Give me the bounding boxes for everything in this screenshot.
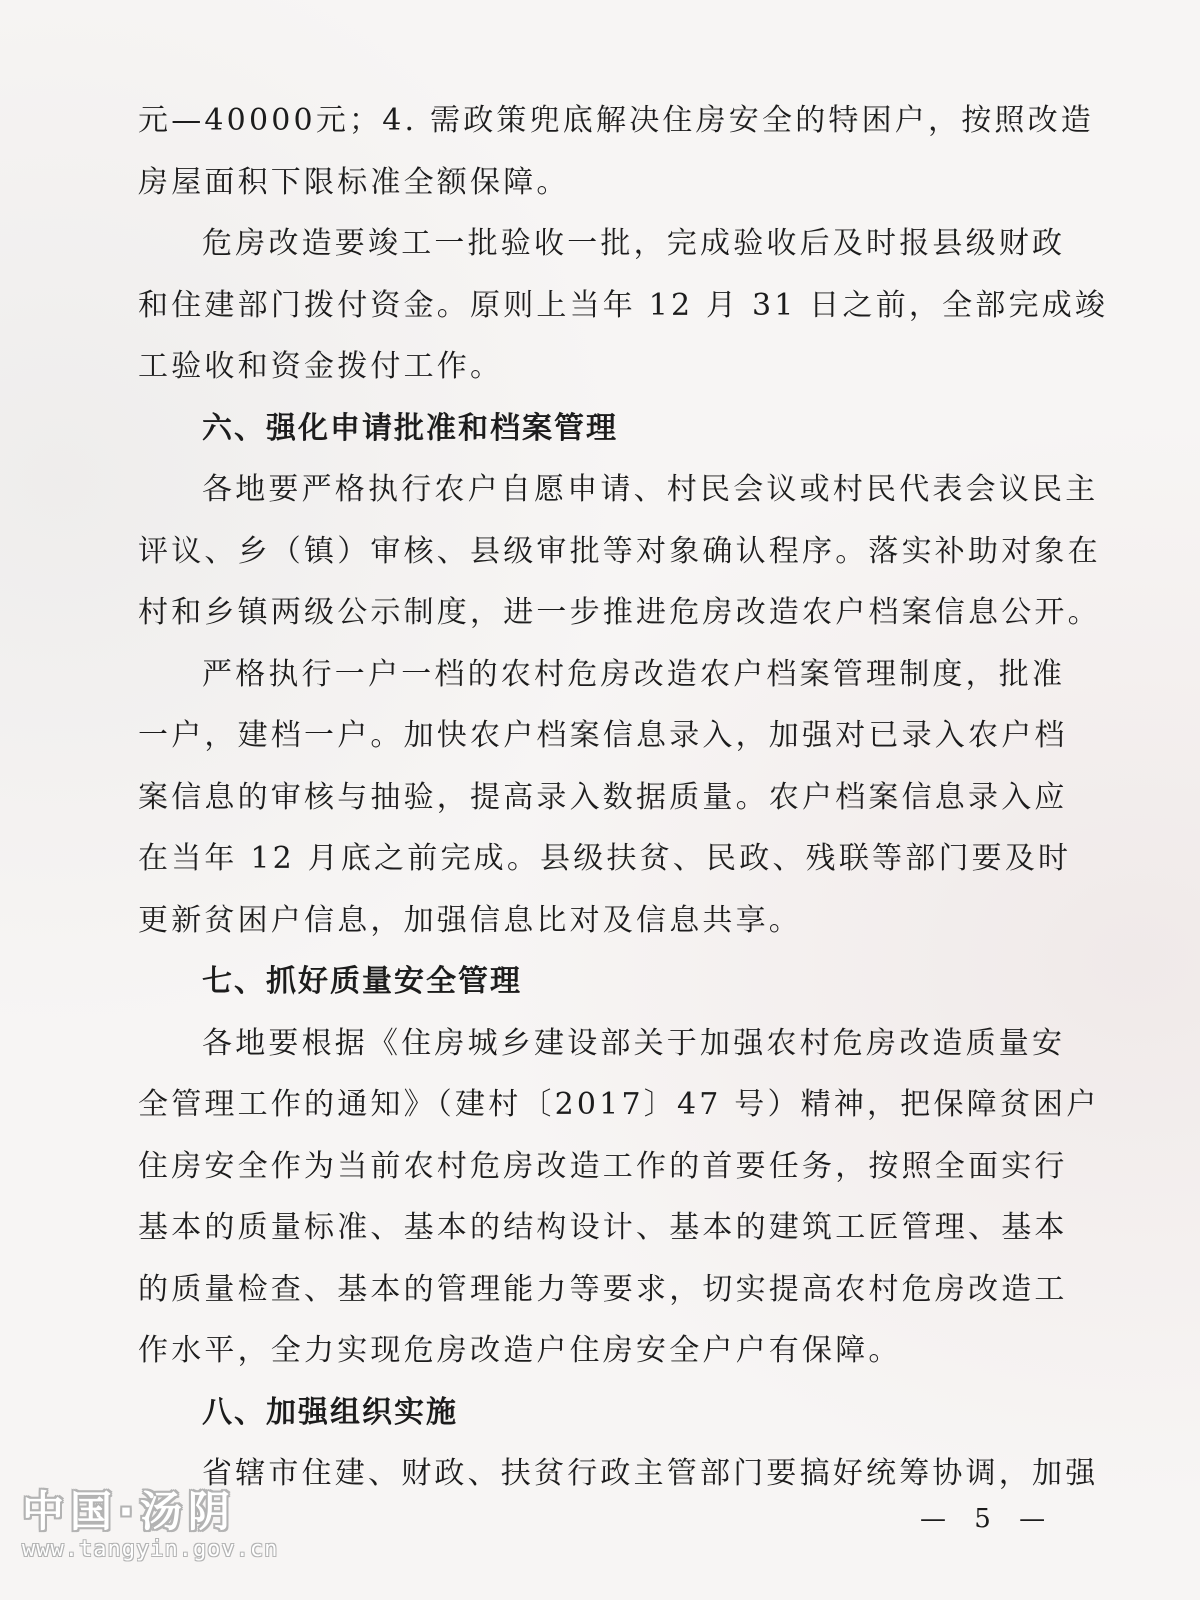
text-line: 元—40000元；4. 需政策兜底解决住房安全的特困户，按照改造 (138, 103, 1094, 138)
page-number: — 5 — (920, 1504, 1056, 1534)
text-line: 各地要根据《住房城乡建设部关于加强农村危房改造质量安 (202, 1025, 1066, 1061)
text-line: 评议、乡（镇）审核、县级审批等对象确认程序。落实补助对象在 (138, 533, 1101, 569)
text-line: 严格执行一户一档的农村危房改造农户档案管理制度，批准 (202, 656, 1066, 692)
text-line: 和住建部门拨付资金。原则上当年 12 月 31 日之前，全部完成竣 (138, 287, 1109, 323)
text-line: 更新贫困户信息，加强信息比对及信息共享。 (138, 902, 802, 938)
section-heading: 八、加强组织实施 (202, 1394, 458, 1430)
text-line: 住房安全作为当前农村危房改造工作的首要任务，按照全面实行 (138, 1148, 1068, 1184)
site-watermark (22, 1488, 322, 1564)
section-heading: 七、抓好质量安全管理 (202, 964, 522, 999)
text-line: 各地要严格执行农户自愿申请、村民会议或村民代表会议民主 (202, 472, 1099, 507)
document-body (138, 90, 1109, 1505)
text-line: 一户，建档一户。加快农户档案信息录入，加强对已录入农户档 (138, 718, 1068, 753)
text-line: 危房改造要竣工一批验收一批，完成验收后及时报县级财政 (202, 226, 1066, 261)
text-line: 案信息的审核与抽验，提高录入数据质量。农户档案信息录入应 (138, 779, 1068, 815)
text-line: 在当年 12 月底之前完成。县级扶贫、民政、残联等部门要及时 (138, 841, 1072, 876)
watermark-url: www.tangyin.gov.cn (22, 1537, 279, 1562)
text-line: 省辖市住建、财政、扶贫行政主管部门要搞好统筹协调，加强 (202, 1456, 1099, 1491)
section-heading: 六、强化申请批准和档案管理 (202, 410, 618, 446)
text-line: 的质量检查、基本的管理能力等要求，切实提高农村危房改造工 (138, 1271, 1068, 1307)
watermark-title: 中国·汤阴 (22, 1487, 236, 1536)
text-line: 房屋面积下限标准全额保障。 (138, 164, 570, 200)
text-line: 村和乡镇两级公示制度，进一步推进危房改造农户档案信息公开。 (138, 595, 1101, 630)
text-line: 作水平，全力实现危房改造户住房安全户户有保障。 (138, 1333, 902, 1368)
text-line: 工验收和资金拨付工作。 (138, 349, 504, 384)
text-line: 全管理工作的通知》（建村〔2017〕47 号）精神，把保障贫困户 (138, 1087, 1100, 1122)
text-line: 基本的质量标准、基本的结构设计、基本的建筑工匠管理、基本 (138, 1210, 1068, 1245)
